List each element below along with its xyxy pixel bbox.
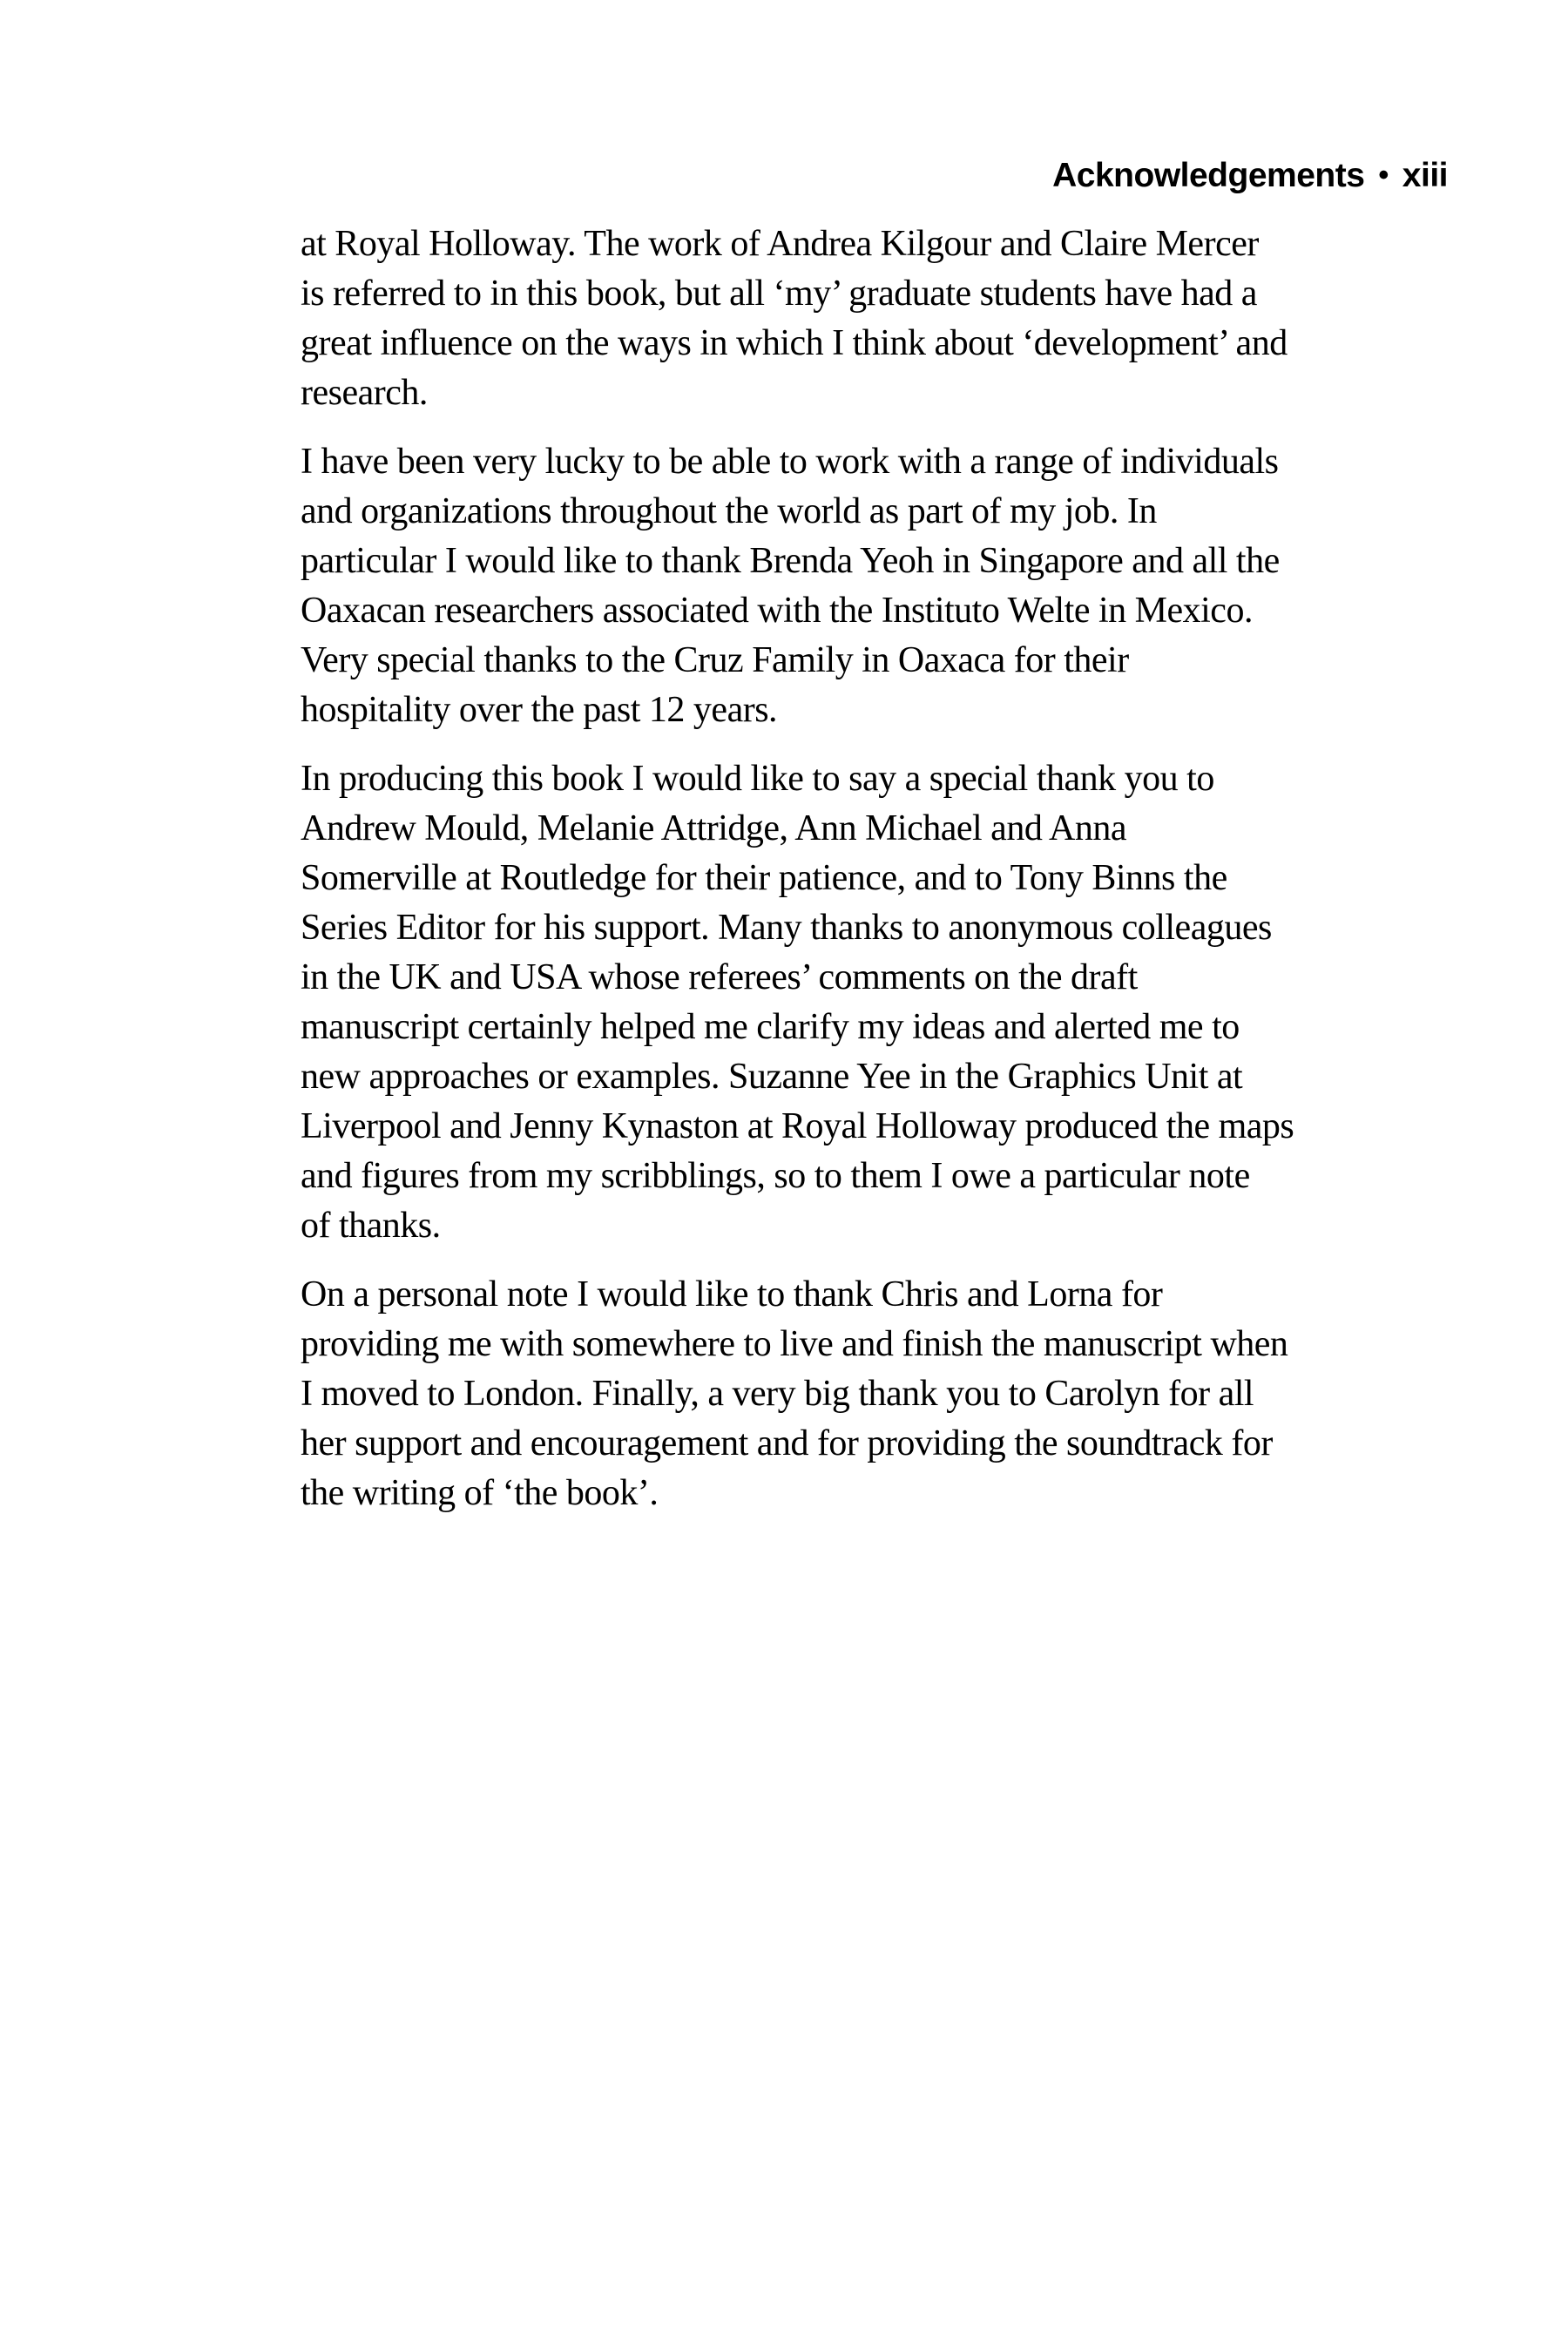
text-line: and figures from my scribblings, so to them I owe a particular note bbox=[301, 1156, 1250, 1196]
text-line: Series Editor for his support. Many thanks to anonymous colleagues bbox=[301, 908, 1272, 948]
bullet-separator-icon: • bbox=[1378, 159, 1389, 192]
text-line: new approaches or examples. Suzanne Yee in the Graphics Unit at bbox=[301, 1057, 1243, 1097]
text-line: I have been very lucky to be able to work with a range of individuals bbox=[301, 442, 1279, 482]
text-line: Oaxacan researchers associated with the Instituto Welte in Mexico. bbox=[301, 591, 1253, 631]
paragraph-2 bbox=[301, 437, 1459, 735]
text-line: is referred to in this book, but all ‘my’ graduate students have had a bbox=[301, 274, 1257, 314]
text-line: particular I would like to thank Brenda Yeoh in Singapore and all the bbox=[301, 541, 1280, 581]
text-line: research. bbox=[301, 373, 428, 413]
text-line: in the UK and USA whose referees’ comments on the draft bbox=[301, 957, 1138, 997]
text-line: Liverpool and Jenny Kynaston at Royal Holloway produced the maps bbox=[301, 1106, 1294, 1146]
text-line: of thanks. bbox=[301, 1206, 441, 1246]
text-line: great influence on the ways in which I think about ‘development’ and bbox=[301, 323, 1288, 363]
text-line: I moved to London. Finally, a very big thank you to Carolyn for all bbox=[301, 1374, 1254, 1414]
text-line: Somerville at Routledge for their patience, and to Tony Binns the bbox=[301, 858, 1227, 898]
text-line: providing me with somewhere to live and finish the manuscript when bbox=[301, 1324, 1288, 1364]
page-number: xiii bbox=[1402, 157, 1448, 194]
text-line: her support and encouragement and for providing the soundtrack for bbox=[301, 1423, 1273, 1463]
text-line: Andrew Mould, Melanie Attridge, Ann Michael and Anna bbox=[301, 808, 1126, 848]
text-line: the writing of ‘the book’. bbox=[301, 1473, 659, 1513]
paragraph-3 bbox=[301, 754, 1459, 1251]
paragraph-4 bbox=[301, 1270, 1459, 1518]
text-line: In producing this book I would like to say a special thank you to bbox=[301, 759, 1214, 799]
running-header-title: Acknowledgements bbox=[1052, 157, 1365, 194]
text-line: manuscript certainly helped me clarify my ideas and alerted me to bbox=[301, 1007, 1240, 1047]
text-line: at Royal Holloway. The work of Andrea Kilgour and Claire Mercer bbox=[301, 224, 1259, 264]
text-line: and organizations throughout the world as part of my job. In bbox=[301, 491, 1157, 531]
text-line: hospitality over the past 12 years. bbox=[301, 690, 778, 730]
text-line: On a personal note I would like to thank Chris and Lorna for bbox=[301, 1274, 1163, 1315]
page-body bbox=[301, 220, 1459, 1538]
paragraph-1 bbox=[301, 220, 1459, 418]
text-line: Very special thanks to the Cruz Family in Oaxaca for their bbox=[301, 640, 1129, 680]
running-header bbox=[1052, 157, 1448, 195]
